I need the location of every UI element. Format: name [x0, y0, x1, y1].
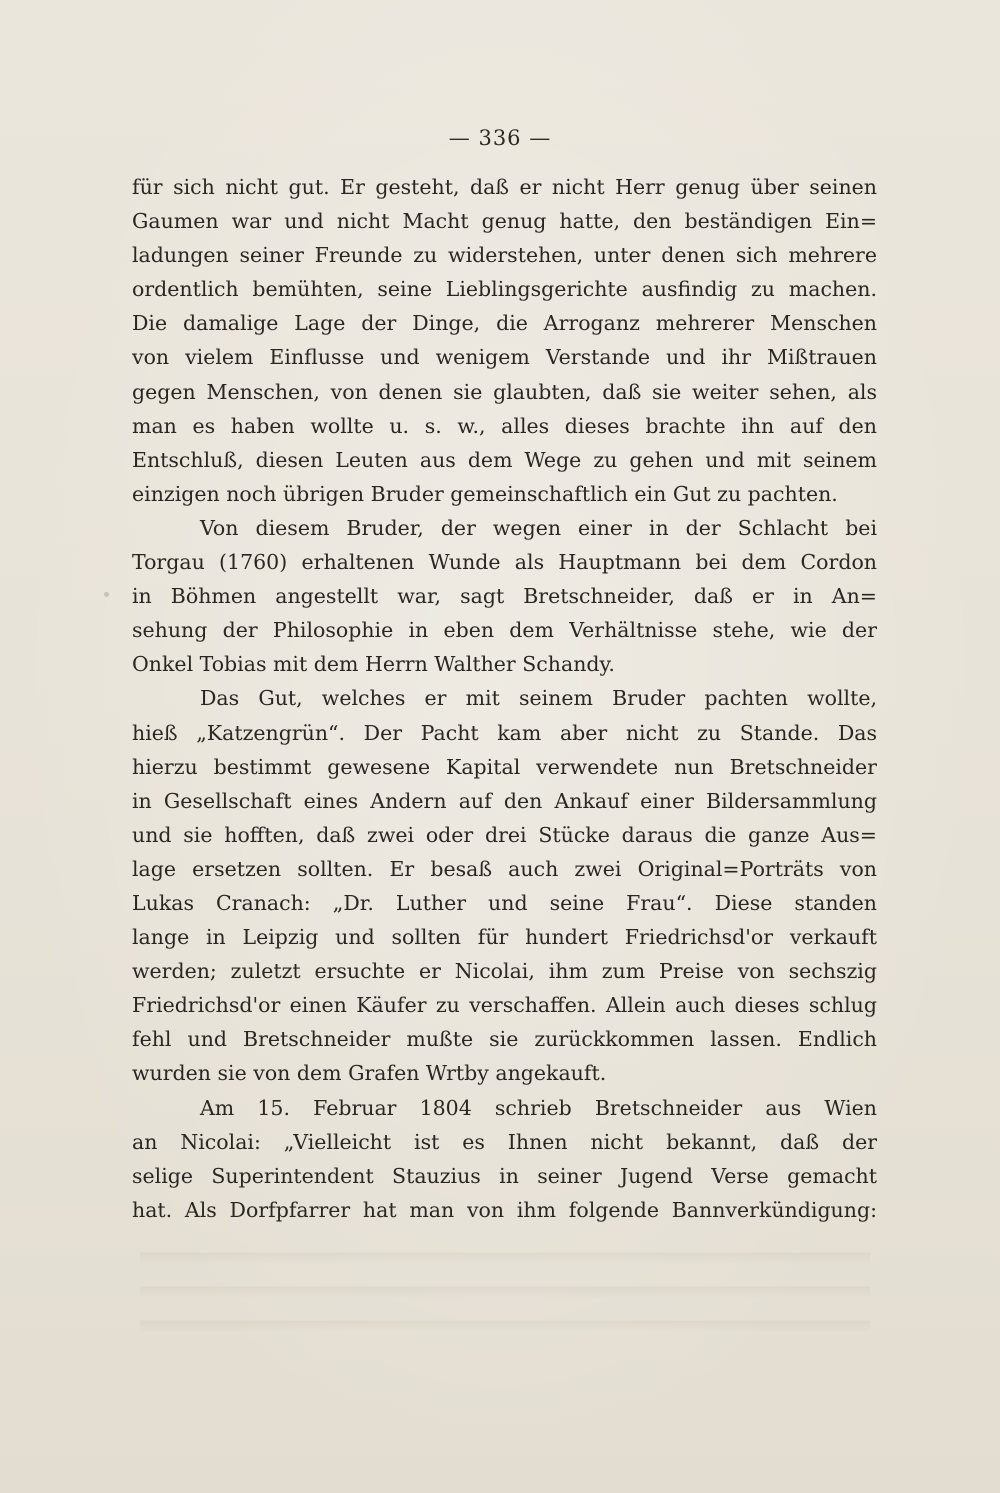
text-line: ordentlich bemühten, seine Lieblingsgerichte ausfindig zu machen.	[132, 277, 877, 302]
page-number: — 336 —	[448, 126, 552, 150]
paragraph-3	[132, 681, 877, 1090]
text-line: werden; zuletzt ersuchte er Nicolai, ihm zum Preise von sechszig	[132, 959, 877, 984]
body-text	[132, 170, 877, 1227]
text-line: für sich nicht gut. Er gesteht, daß er nicht Herr genug über seinen	[132, 175, 877, 199]
text-line: hieß „Katzengrün“. Der Pacht kam aber nicht zu Stande. Das	[132, 720, 877, 745]
text-line: man es haben wollte u. s. w., alles dieses brachte ihn auf den	[132, 413, 877, 438]
text-line: in Böhmen angestellt war, sagt Bretschneider, daß er in An=	[132, 584, 877, 609]
text-line: hat. Als Dorfpfarrer hat man von ihm folgende Bannverkündigung:	[132, 1197, 877, 1222]
paragraph-2	[132, 511, 877, 681]
text-line: Lukas Cranach: „Dr. Luther und seine Frau“. Diese standen	[132, 890, 877, 915]
text-line: Friedrichsd'or einen Käufer zu verschaffen. Allein auch dieses schlug	[132, 993, 877, 1018]
text-line: fehl und Bretschneider mußte sie zurückkommen lassen. Endlich	[132, 1027, 877, 1052]
text-line: Das Gut, welches er mit seinem Bruder pachten wollte,	[200, 686, 877, 711]
ink-bleed-through	[140, 1230, 870, 1340]
paper-blemish	[104, 592, 109, 597]
text-line: wurden sie von dem Grafen Wrtby angekauft.	[132, 1061, 607, 1086]
text-line: von vielem Einflusse und wenigem Verstande und ihr Mißtrauen	[132, 345, 877, 370]
text-line: einzigen noch übrigen Bruder gemeinschaftlich ein Gut zu pachten.	[132, 481, 838, 506]
text-line: in Gesellschaft eines Andern auf den Ankauf einer Bildersammlung	[132, 788, 877, 813]
text-line: hierzu bestimmt gewesene Kapital verwendete nun Bretschneider	[132, 754, 877, 779]
text-line: Die damalige Lage der Dinge, die Arroganz mehrerer Menschen	[132, 311, 877, 336]
paragraph-4	[132, 1091, 877, 1227]
text-line: sehung der Philosophie in eben dem Verhältnisse stehe, wie der	[132, 618, 877, 643]
text-line: und sie hofften, daß zwei oder drei Stücke daraus die ganze Aus=	[132, 822, 877, 847]
text-line: gegen Menschen, von denen sie glaubten, daß sie weiter sehen, als	[132, 379, 877, 404]
text-line: Am 15. Februar 1804 schrieb Bretschneider aus Wien	[200, 1095, 877, 1120]
text-line: Von diesem Bruder, der wegen einer in der Schlacht bei	[200, 515, 877, 540]
text-line: selige Superintendent Stauzius in seiner Jugend Verse gemacht	[132, 1163, 877, 1188]
text-line: Gaumen war und nicht Macht genug hatte, den beständigen Ein=	[132, 209, 877, 234]
text-line: an Nicolai: „Vielleicht ist es Ihnen nicht bekannt, daß der	[132, 1129, 877, 1154]
paragraph-1	[132, 170, 877, 511]
text-line: Onkel Tobias mit dem Herrn Walther Schandy.	[132, 652, 615, 677]
text-line: Entschluß, diesen Leuten aus dem Wege zu gehen und mit seinem	[132, 447, 877, 472]
text-line: Torgau (1760) erhaltenen Wunde als Hauptmann bei dem Cordon	[132, 550, 877, 575]
text-line: lage ersetzen sollten. Er besaß auch zwei Original=Porträts von	[132, 856, 877, 881]
text-line: lange in Leipzig und sollten für hundert Friedrichsd'or verkauft	[132, 925, 877, 950]
text-line: ladungen seiner Freunde zu widerstehen, unter denen sich mehrere	[132, 243, 877, 268]
